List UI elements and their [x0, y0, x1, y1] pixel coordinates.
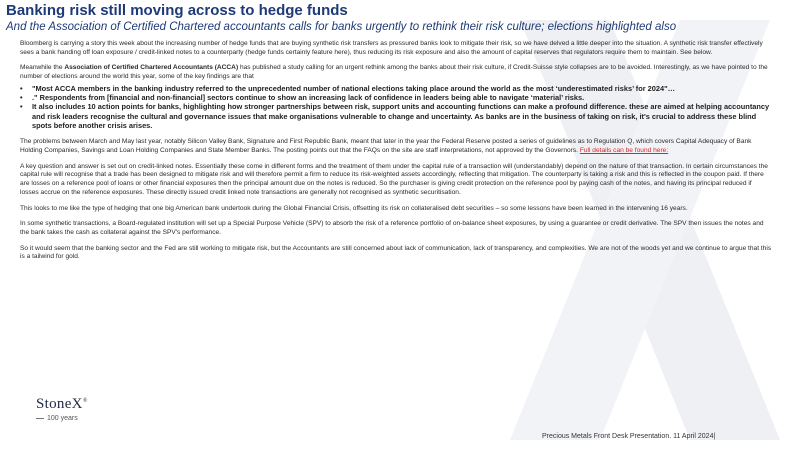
- logo-registered-mark: ®: [82, 398, 88, 404]
- list-item-text: "Most ACCA members in the banking industry referred to the unprecedented number of national elections taking place around the world as the most ‘underestimated risks’ for 2024"…: [32, 83, 676, 93]
- paragraph-acca-start: Meanwhile the: [20, 64, 65, 72]
- acca-name: Association of Certified Chartered Accountants (ACCA): [64, 64, 239, 72]
- paragraph-spv: In some synthetic transactions, a Board-regulated institution will set up a Special Purpose Vehicle (SPV) to absorb the risk of a reference portfolio of on-balance sheet exposures, by using a guarantee or credit derivative. The SPV then issues the notes and the bank takes the cash as collateral against the SPV's performance.: [20, 220, 764, 236]
- logo-subtitle: 100 years: [47, 415, 78, 422]
- paragraph-acca-rest: has published a study calling for an urgent rethink among the banks about their risk culture, if Credit-Suisse style collapses are to be avoided. Interestingly, as we have pointed to the number of elections around the world this year, some of the key findings are that: [20, 64, 768, 81]
- page-title: Banking risk still moving across to hedge funds: [6, 2, 348, 19]
- list-item: [20, 102, 772, 130]
- paragraph-fed-text: The problems between March and May last year, notably Silicon Valley Bank, Signature and First Republic Bank, meant that later in the year the Federal Reserve posted a series of guidelines as to Regulation Q, which covers Capital Adequacy of Bank Holding Companies, Savings and Loan Holding Companies and State Member Banks. The posting points out that the FAQs on the site are staff interpretations, not approved by the Governors.: [20, 138, 752, 154]
- footer-text: Precious Metals Front Desk Presentation. 11 April 2024|: [542, 433, 716, 440]
- paragraph-fed: [20, 138, 772, 155]
- key-findings-list: [20, 84, 772, 130]
- slide-header: [6, 2, 790, 34]
- list-item-text: It also includes 10 action points for banks, highlighting how stronger partnerships between risk, support units and accounting functions can make a profound difference. these are aimed at helping accountancy and risk leaders recognise the cultural and governance issues that make organisations vulnerable to change and uncertainty. As banks are in the business of taking on risk, it's crucial to address these blind spots before another crisis arises.: [32, 102, 770, 130]
- bullet-icon: •: [20, 102, 23, 112]
- stonex-logo: [36, 396, 88, 422]
- paragraph-gfc: This looks to me like the type of hedging that one big American bank undertook during the Global Financial Crisis, offsetting its risk on collateralised debt securities – so some lessons have been learned in the intervening 16 years.: [20, 204, 688, 212]
- logo-dash: [36, 418, 44, 419]
- bullet-icon: •: [20, 83, 23, 93]
- bullet-icon: •: [20, 93, 23, 103]
- paragraph-conclusion: So it would seem that the banking sector and the Fed are still working to mitigate risk, but the Accountants are still concerned about lack of communication, lack of transparency, and complexities. We are not of the woods yet and we continue to argue that this is a tailwind for gold.: [20, 244, 772, 261]
- list-item: [20, 93, 772, 102]
- list-item-text: ." Respondents from [financial and non-financial] sectors continue to show an increasing lack of confidence in leaders being able to navigate ‘material’ risks.: [32, 93, 585, 103]
- page-subtitle: And the Association of Certified Chartered accountants calls for banks urgently to rethink their risk culture; elections highlighted also: [6, 21, 677, 33]
- paragraph-credit-linked-notes: A key question and answer is set out on credit-linked notes. Essentially these come in different forms and the treatment of them under the capital rule of a transaction will (understandably) depend on the nature of that transaction. In certain circumstances the capital rule will recognise that a trade has been designed to mitigate risk and will therefore permit a firm to reduce its risk-weighted assets accordingly, reflecting that mitigation. The counterparty is taking a risk and this is reflected in the coupon paid. If there are losses on a reference pool of loans or other financial exposures then the principal amount due on the notes is reduced. So the purchaser is giving credit protection on the reference pool by paying cash of the notes, and having its principal reduced if losses accrue on the reference exposures. These directly issued credit linked note transactions are generally not recognised as synthetic securitisation.: [20, 162, 768, 196]
- paragraph-acca: [20, 64, 772, 81]
- full-details-link[interactable]: Full details can be found here:: [579, 147, 669, 154]
- logo-name: StoneX: [36, 396, 83, 412]
- body-text: [20, 40, 772, 269]
- paragraph-bloomberg: Bloomberg is carrying a story this week about the increasing number of hedge funds that are buying synthetic risk transfers as pressured banks look to mitigate their risk, so we have delved a little deeper into the situation. A synthetic risk transfer effectively sees a bank handing off loan exposure / credit-linked notes to a counterparty (hedge funds certainly feature here), thus reducing its risk exposure and also the amount of capital reserves that regulators require them to maintain. See below.: [20, 40, 763, 56]
- list-item: [20, 84, 772, 93]
